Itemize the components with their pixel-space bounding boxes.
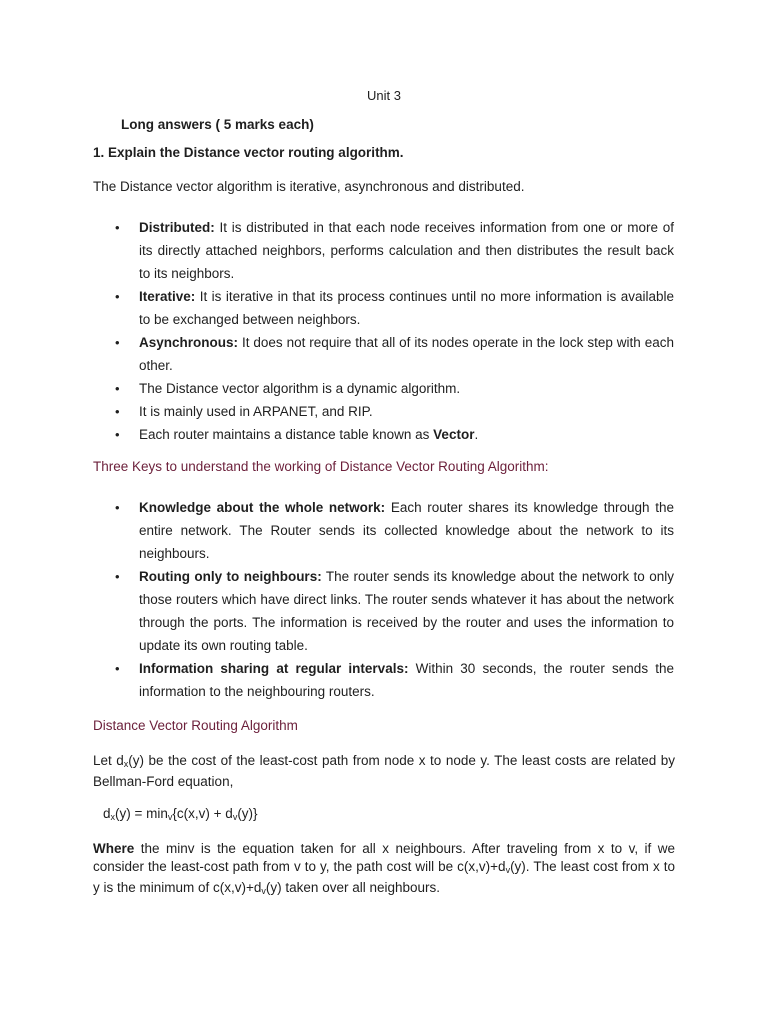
- list-item: • Each router maintains a distance table known as Vector.: [0, 423, 674, 446]
- section-heading-keys: Three Keys to understand the working of Distance Vector Routing Algorithm:: [93, 459, 549, 474]
- list-item: • Asynchronous: It does not require that all of its nodes operate in the lock step with each other.: [0, 331, 674, 377]
- question-heading: 1. Explain the Distance vector routing algorithm.: [93, 145, 404, 160]
- bullet-icon: •: [115, 381, 120, 396]
- list-item: • Knowledge about the whole network: Each router shares its knowledge through the entire network. The Router sends its collected knowledge about the network to its neighbours.: [0, 496, 674, 565]
- bullet-icon: •: [115, 404, 120, 419]
- bullet-icon: •: [115, 220, 120, 235]
- list-item: • Iterative: It is iterative in that its process continues until no more information is available to be exchanged between neighbors.: [0, 285, 674, 331]
- bullet-icon: •: [115, 500, 120, 515]
- unit-heading: Unit 3: [367, 88, 401, 103]
- bellman-ford-equation: $d_x(y) = \min_v\{c(x,v) + d_v(y)\}$: [103, 806, 258, 822]
- list-item: • The Distance vector algorithm is a dynamic algorithm.: [0, 377, 674, 400]
- explanation-paragraph: Where the minv is the equation taken for all x neighbours. After traveling from x to v, if we consider the least-cost path from v to y, the path cost will be $c(x,v)+d_v(y)$. The least cost from x to y is the minimum of $c(x,v)+d_v(y)$ taken over all neighbours.: [93, 841, 675, 896]
- list-item: • Routing only to neighbours: The router sends its knowledge about the network to only those routers which have direct links. The router sends whatever it has about the network through the ports. The information is received by the router and uses the information to update its own routing table.: [0, 565, 674, 657]
- section-heading-algorithm: Distance Vector Routing Algorithm: [93, 718, 298, 733]
- keys-list: [0, 496, 768, 703]
- bullet-icon: •: [115, 427, 120, 442]
- bullet-icon: •: [115, 661, 120, 676]
- list-item: • Information sharing at regular intervals: Within 30 seconds, the router sends the information to the neighbouring routers.: [0, 657, 674, 703]
- bellman-ford-paragraph: Let $d_x(y)$ be the cost of the least-cost path from node x to node y. The least costs are related by Bellman-Ford equation,: [93, 753, 676, 789]
- properties-list: [0, 216, 768, 446]
- list-item: • Distributed: It is distributed in that each node receives information from one or more of its directly attached neighbors, performs calculation and then distributes the result back to its neighbors.: [0, 216, 674, 285]
- bullet-icon: •: [115, 335, 120, 350]
- long-answers-heading: Long answers ( 5 marks each): [121, 117, 314, 132]
- bullet-icon: •: [115, 569, 120, 584]
- intro-paragraph: The Distance vector algorithm is iterative, asynchronous and distributed.: [93, 179, 525, 194]
- list-item: • It is mainly used in ARPANET, and RIP.: [0, 400, 674, 423]
- bullet-icon: •: [115, 289, 120, 304]
